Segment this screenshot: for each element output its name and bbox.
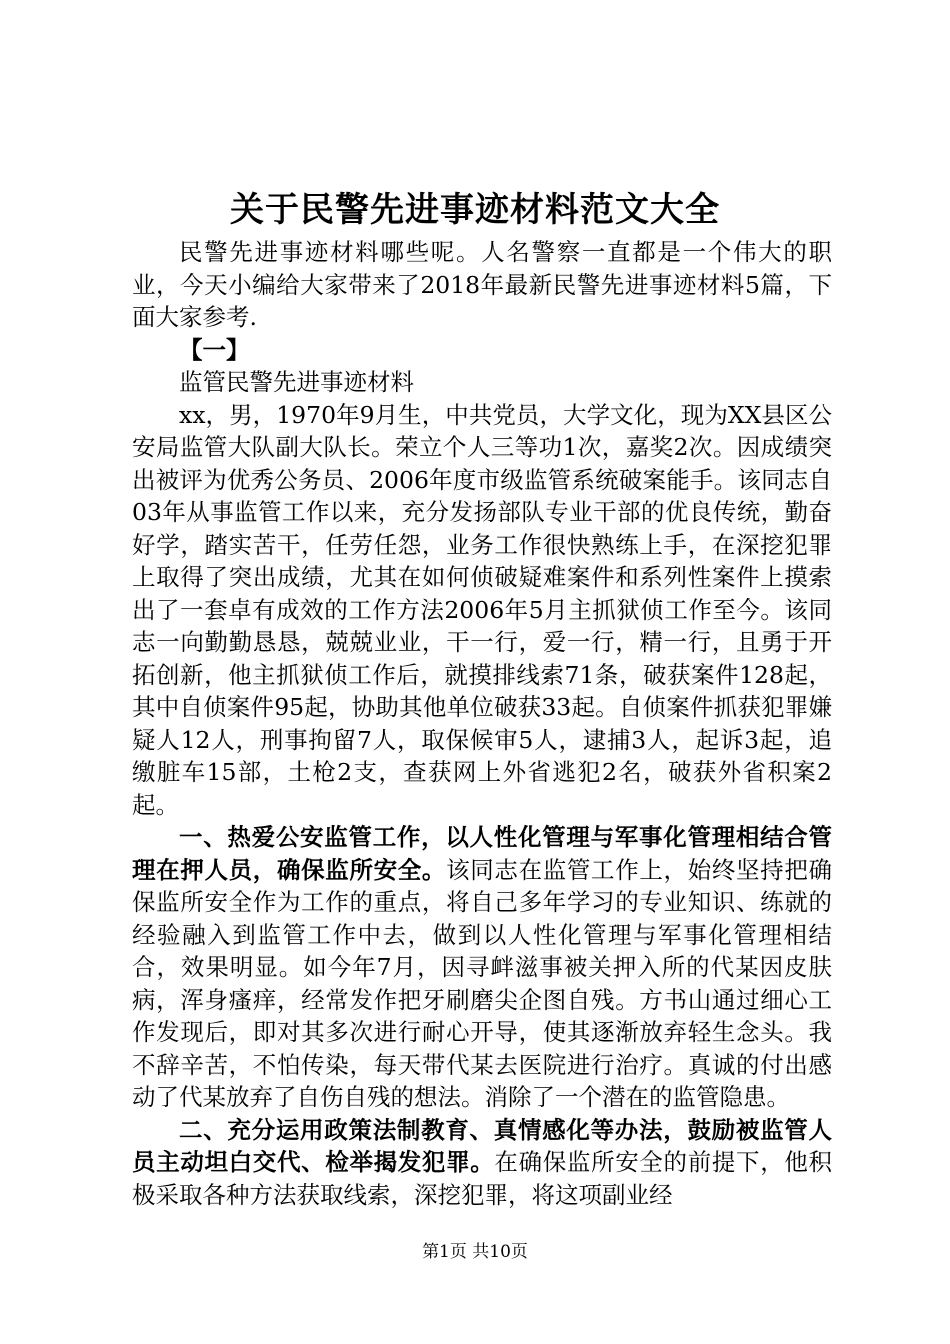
section1-paragraph bbox=[132, 821, 832, 1114]
section1-heading: 一、热爱公安监管工作，以人性化管理与军事化管理相结合管理在押人员，确保监所安全。 bbox=[132, 823, 832, 884]
intro-paragraph: 民警先进事迹材料哪些呢。人名警察一直都是一个伟大的职业，今天小编给大家带来了2018年最新民警先进事迹材料5篇，下面大家参考. bbox=[132, 238, 832, 331]
section1-body: 该同志在监管工作上，始终坚持把确保监所安全作为工作的重点，将自己多年学习的专业知识、练就的经验融入到监管工作中去，做到以人性化管理与军事化管理相结合，效果明显。如今年7月，因寻衅滋事被关押入所的代某因皮肤病，浑身瘙痒，经常发作把牙刷磨尖企图自残。方书山通过细心工作发现后，即对其多次进行耐心开导，使其逐渐放弃轻生念头。我不辞辛苦，不怕传染，每天带代某去医院进行治疗。真诚的付出感动了代某放弃了自伤自残的想法。消除了一个潜在的监管隐患。 bbox=[132, 855, 833, 1111]
section2-heading: 二、充分运用政策法制教育、真情感化等办法，鼓励被监管人员主动坦白交代、检举揭发犯罪。 bbox=[132, 1115, 832, 1176]
profile-paragraph: xx，男，1970年9月生，中共党员，大学文化，现为XX县区公安局监管大队副大队长。荣立个人三等功1次，嘉奖2次。因成绩突出被评为优秀公务员、2006年度市级监管系统破案能手。该同志自03年从事监管工作以来，充分发扬部队专业干部的优良传统，勤奋好学，踏实苦干，任劳任怨，业务工作很快熟练上手，在深挖犯罪上取得了突出成绩，尤其在如何侦破疑难案件和系列性案件上摸索出了一套卓有成效的工作方法2006年5月主抓狱侦工作至今。该同志一向勤勤恳恳，兢兢业业，干一行，爱一行，精一行，且勇于开拓创新，他主抓狱侦工作后，就摸排线索71条，破获案件128起，其中自侦案件95起，协助其他单位破获33起。自侦案件抓获犯罪嫌疑人12人，刑事拘留7人，取保候审5人，逮捕3人，起诉3起，追缴脏车15部，土枪2支，查获网上外省逃犯2名，破获外省积案2起。 bbox=[132, 400, 832, 819]
document-body bbox=[132, 236, 832, 1211]
page-footer: 第1页 共10页 bbox=[422, 1242, 528, 1262]
section2-paragraph bbox=[132, 1114, 832, 1212]
document-title: 关于民警先进事迹材料范文大全 bbox=[230, 190, 720, 230]
section2-body: 在确保监所安全的前提下，他积极采取各种方法获取线索，深挖犯罪，将这项副业经 bbox=[132, 1148, 833, 1209]
section-marker: 【一】 bbox=[179, 335, 250, 364]
article-subtitle: 监管民警先进事迹材料 bbox=[179, 368, 414, 396]
